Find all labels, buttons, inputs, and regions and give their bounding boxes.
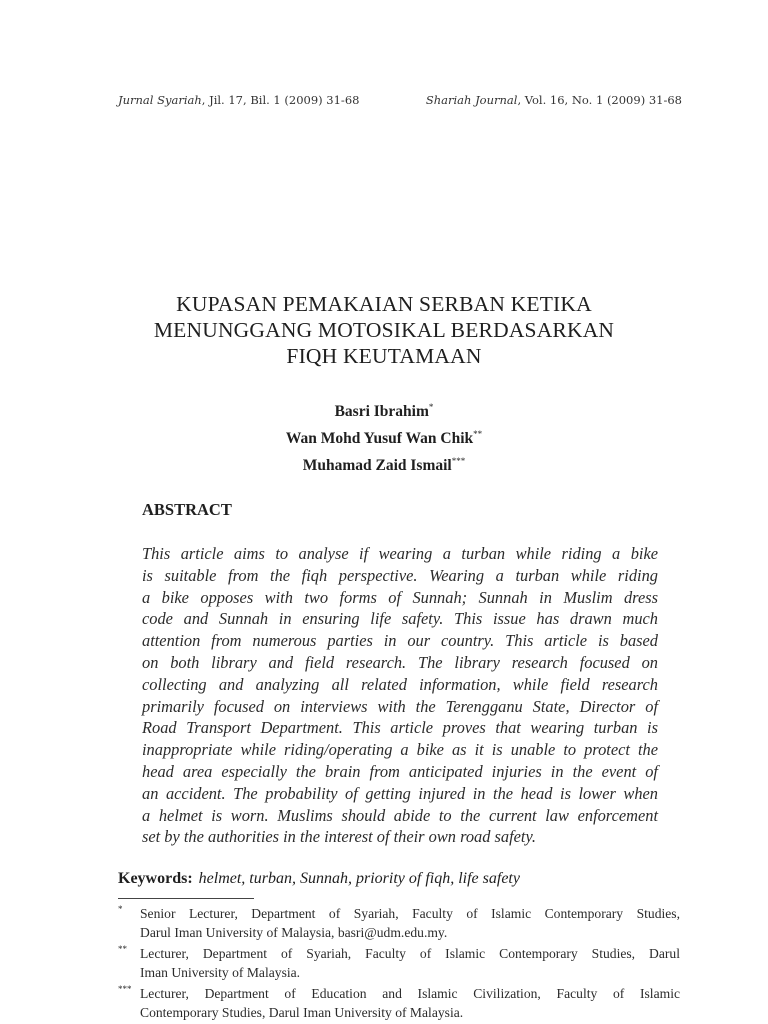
author-name: Basri Ibrahim — [334, 403, 429, 420]
abstract-line: This article aims to analyse if wearing a turban while riding a bike — [142, 544, 658, 563]
abstract-line: Road Transport Department. This article proves that wearing turban is — [142, 718, 658, 738]
footnote-mark: ** — [473, 429, 483, 439]
author-name: Wan Mohd Yusuf Wan Chik — [285, 430, 474, 447]
author — [0, 423, 768, 450]
article-title — [0, 291, 768, 369]
journal-name-english: Shariah Journal — [425, 93, 518, 107]
abstract-line: on both library and field research. The library research focused on — [142, 652, 658, 672]
abstract-line: primarily focused on interviews with the Terengganu State, Director of — [142, 696, 658, 716]
footnote-mark: *** — [451, 456, 466, 466]
journal-name-malay: Jurnal Syariah — [118, 93, 202, 107]
footnote-line: Iman University of Malaysia. — [140, 965, 301, 981]
title-line: MENUNGGANG MOTOSIKAL BERDASARKAN — [153, 318, 615, 342]
keywords-label: Keywords: — [118, 870, 193, 887]
abstract-line: set by the authorities in the interest of their own road safety. — [142, 827, 536, 847]
footnote-mark: * — [428, 402, 434, 412]
abstract-line: collecting and analyzing all related information, while field research — [142, 674, 658, 694]
abstract-body — [142, 543, 658, 848]
footnote-line: Contemporary Studies, Darul Iman University of Malaysia. — [140, 1005, 464, 1021]
running-head-right — [426, 93, 682, 107]
author-name: Muhamad Zaid Ismail — [302, 457, 452, 474]
abstract-line: a helmet is worn. Muslims should abide to the current law enforcement — [142, 805, 658, 825]
abstract-line: is suitable from the fiqh perspective. Wearing a turban while riding — [142, 565, 658, 585]
title-line: KUPASAN PEMAKAIAN SERBAN KETIKA — [176, 292, 592, 316]
abstract-line: head area especially the brain from anticipated injuries in the event of — [142, 761, 658, 781]
footnote — [118, 984, 680, 1023]
abstract-line: an accident. The probability of getting injured in the head is lower when — [142, 783, 658, 803]
journal-details-malay: , Jil. 17, Bil. 1 (2009) 31-68 — [201, 93, 360, 107]
footnote-line: Lecturer, Department of Syariah, Faculty of Islamic Contemporary Studies, Darul — [140, 945, 680, 961]
title-line: FIQH KEUTAMAAN — [286, 344, 482, 368]
footnote-mark: ** — [118, 943, 127, 954]
author-list — [0, 396, 768, 477]
footnote-line: Lecturer, Department of Education and Islamic Civilization, Faculty of Islamic — [140, 985, 680, 1001]
running-head-left — [118, 93, 359, 107]
journal-details-english: , Vol. 16, No. 1 (2009) 31-68 — [517, 93, 682, 107]
keywords-terms: helmet, turban, Sunnah, priority of fiqh, life safety — [198, 870, 520, 887]
author — [0, 396, 768, 423]
footnote-line: Senior Lecturer, Department of Syariah, Faculty of Islamic Contemporary Studies, — [140, 906, 680, 921]
abstract-line: attention from numerous parties in our country. This article is based — [142, 631, 658, 651]
abstract-line: code and Sunnah in ensuring life safety. This issue has drawn much — [142, 609, 658, 629]
footnote — [118, 944, 680, 983]
footnote — [118, 904, 680, 943]
abstract-heading: ABSTRACT — [142, 500, 232, 519]
footnotes — [118, 904, 680, 1023]
keywords — [118, 870, 520, 888]
footnote-mark: * — [118, 904, 123, 914]
running-head — [118, 93, 682, 107]
footnote-line: Darul Iman University of Malaysia, basri@udm.edu.my. — [140, 925, 448, 941]
abstract-line: inappropriate while riding/operating a bike as it is unable to protect the — [142, 740, 658, 760]
footnote-divider — [118, 898, 254, 899]
footnote-mark: *** — [118, 983, 132, 994]
author — [0, 450, 768, 477]
abstract-line: a bike opposes with two forms of Sunnah; Sunnah in Muslim dress — [142, 587, 658, 607]
